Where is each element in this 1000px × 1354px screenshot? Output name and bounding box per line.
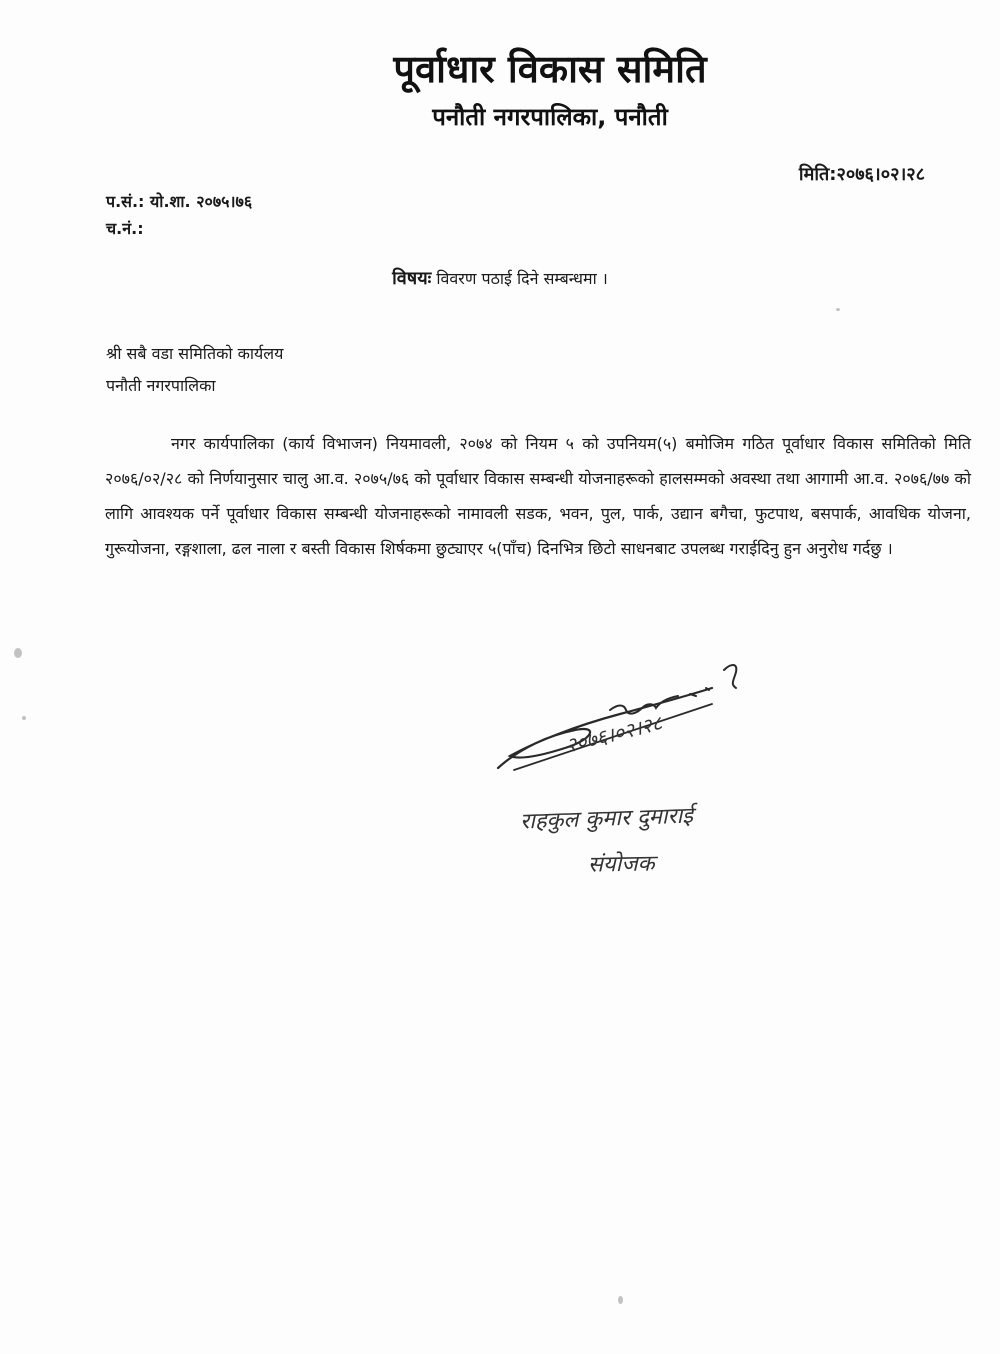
signature-scribble-icon [480, 630, 840, 790]
body-paragraph: नगर कार्यपालिका (कार्य विभाजन) नियमावली, २०७४ को नियम ५ को उपनियम(५) बमोजिम गठित पूर्वाधार विकास समितिको मिति २०७६/०२/२८ को निर्णयानुसार चालु आ.व. २०७५/७६ को पूर्वाधार विकास सम्बन्धी योजनाहरूको हालसम्मको अवस्था तथा आगामी आ.व. २०७६/७७ को लागि आवश्यक पर्ने पूर्वाधार विकास सम्बन्धी योजनाहरूको नामावली सडक, भवन, पुल, पार्क, उद्यान बगैचा, फुटपाथ, बसपार्क, आवधिक योजना, गुरूयोजना, रङ्गशाला, ढल नाला र बस्ती विकास शिर्षकमा छुट्याएर ५(पाँच) दिनभित्र छिटो साधनबाट उपलब्ध गराईदिनु हुन अनुरोध गर्दछु । [105, 434, 971, 558]
scan-speck [22, 716, 26, 720]
reference-block [106, 188, 252, 242]
addressee-block [106, 338, 283, 402]
signature-block [480, 630, 840, 900]
letter-date: मिति:२०७६।०२।२८ [798, 164, 925, 185]
subject-text: विवरण पठाई दिने सम्बन्धमा । [431, 269, 608, 288]
scan-speck [618, 1296, 623, 1304]
addressee-line-2: पनौती नगरपालिका [106, 376, 216, 395]
signature-date: २०७६।०२।२८ [563, 710, 665, 758]
signatory-name: राहकुल कुमार दुमाराई [519, 803, 694, 835]
dispatch-number: च.नं.: [106, 219, 144, 238]
signatory-title: संयोजक [587, 851, 655, 878]
org-name: पूर्वाधार विकास समिति [393, 47, 707, 91]
org-location: पनौती नगरपालिका, पनौती [432, 103, 668, 131]
subject-label: विषयः [392, 268, 432, 289]
scan-speck [14, 648, 22, 658]
addressee-line-1: श्री सबै वडा समितिको कार्यलय [106, 344, 284, 363]
letter-number: प.सं.: यो.शा. २०७५।७६ [106, 192, 253, 211]
subject-line [0, 266, 1000, 290]
scan-speck [836, 308, 840, 311]
